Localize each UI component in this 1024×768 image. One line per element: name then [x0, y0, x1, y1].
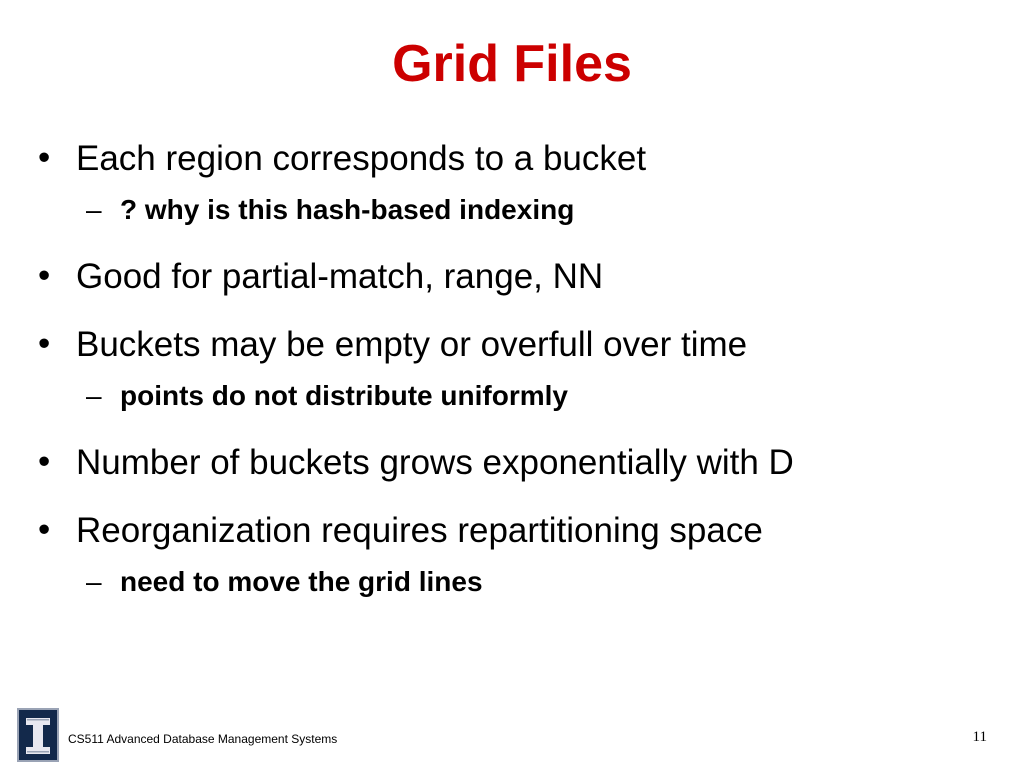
bullet-item: [38, 318, 998, 372]
sub-bullet-item: [38, 560, 998, 604]
bullet-text: Good for partial-match, range, NN: [76, 257, 604, 296]
dash-icon: –: [86, 380, 102, 411]
bullet-dot-icon: •: [38, 138, 51, 177]
bullet-item: [38, 436, 998, 490]
bullet-item: [38, 504, 998, 558]
sub-bullet-text: need to move the grid lines: [120, 566, 483, 597]
bullet-dot-icon: •: [38, 256, 51, 295]
page-number: 11: [972, 729, 987, 745]
dash-icon: –: [86, 194, 102, 225]
sub-bullet-item: [38, 188, 998, 232]
bullet-dot-icon: •: [38, 442, 51, 481]
sub-bullet-text: points do not distribute uniformly: [120, 380, 568, 411]
footer-course-name: CS511 Advanced Database Management Systems: [68, 732, 338, 746]
bullet-item: [38, 132, 998, 186]
bullet-list: [38, 132, 998, 622]
bullet-item: [38, 250, 998, 304]
university-block-i-logo-icon: [17, 708, 59, 762]
sub-bullet-item: [38, 374, 998, 418]
bullet-text: Reorganization requires repartitioning space: [76, 511, 763, 550]
bullet-text: Buckets may be empty or overfull over time: [76, 325, 748, 364]
bullet-dot-icon: •: [38, 324, 51, 363]
slide-title: Grid Files: [392, 35, 632, 93]
bullet-text: Number of buckets grows exponentially with D: [76, 443, 794, 482]
dash-icon: –: [86, 566, 102, 597]
bullet-text: Each region corresponds to a bucket: [76, 139, 647, 178]
sub-bullet-text: ? why is this hash-based indexing: [120, 194, 575, 225]
bullet-dot-icon: •: [38, 510, 51, 549]
